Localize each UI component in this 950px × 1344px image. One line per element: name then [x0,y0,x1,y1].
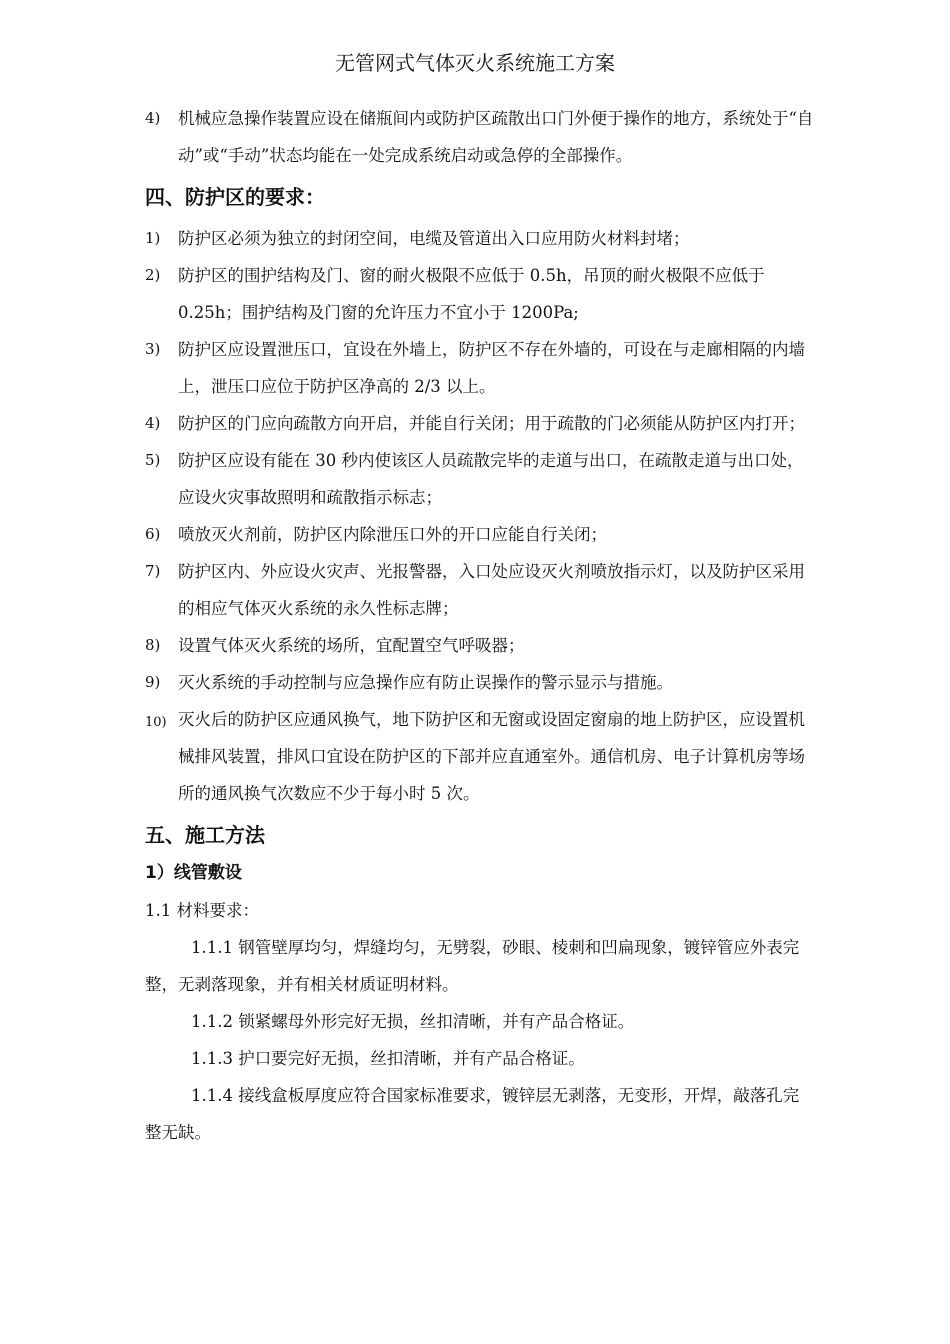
list-item [145,627,815,664]
list-item-text: 灭火系统的手动控制与应急操作应有防止误操作的警示显示与措施。 [178,673,673,692]
list-item-text: 防护区的围护结构及门、窗的耐火极限不应低于 0.5h，吊顶的耐火极限不应低于 0.25h；围护结构及门窗的允许压力不宜小于 1200Pa; [178,266,765,322]
list-item [145,220,815,257]
material-label: 1.1 材料要求： [145,901,259,920]
list-item-number: 5) [145,451,161,469]
list-item [145,701,815,812]
list-item-number: 8) [145,636,161,654]
list-item-text: 防护区的门应向疏散方向开启，并能自行关闭；用于疏散的门必须能从防护区内打开； [178,414,805,433]
list-item-number: 2) [145,266,161,284]
paragraph: 1.1.3 护口要完好无损，丝扣清晰，并有产品合格证。 [191,1049,585,1068]
list-item-number: 10) [145,715,167,730]
list-item [145,100,815,174]
list-item [145,664,815,701]
list-item-number: 9) [145,673,161,691]
list-item-number: 4) [145,109,161,127]
list-item-text: 防护区应设置泄压口，宜设在外墙上，防护区不存在外墙的，可设在与走廊相隔的内墙上，泄压口应位于防护区净高的 2/3 以上。 [178,340,805,396]
section-heading: 五、施工方法 [145,823,265,847]
sub-heading: 1）线管敷设 [145,863,242,883]
list-item-number: 7) [145,562,161,580]
list-item [145,405,815,442]
list-item-text: 防护区必须为独立的封闭空间，电缆及管道出入口应用防火材料封堵； [178,229,690,248]
paragraph: 1.1.4 接线盒板厚度应符合国家标准要求，镀锌层无剥落，无变形，开焊，敲落孔完整无缺。 [145,1086,800,1142]
list-item-text: 灭火后的防护区应通风换气，地下防护区和无窗或设固定窗扇的地上防护区，应设置机械排风装置，排风口宜设在防护区的下部并应直通室外。通信机房、电子计算机房等场所的通风换气次数应不少于每小时 5 次。 [178,710,805,803]
section-heading: 四、防护区的要求： [145,185,325,209]
list-item-text: 防护区应设有能在 30 秒内使该区人员疏散完毕的走道与出口，在疏散走道与出口处，应设火灾事故照明和疏散指示标志； [178,451,804,507]
list-item-number: 1) [145,229,161,247]
list-item [145,257,815,331]
list-item-number: 4) [145,414,161,432]
document-body [145,100,815,1151]
list-item-number: 3) [145,340,161,358]
list-item-number: 6) [145,525,161,543]
page-title: 无管网式气体灭火系统施工方案 [335,51,615,75]
list-item [145,553,815,627]
list-item-text: 设置气体灭火系统的场所，宜配置空气呼吸器； [178,636,525,655]
list-item-text: 机械应急操作装置应设在储瓶间内或防护区疏散出口门外便于操作的地方，系统处于“自动”或“手动”状态均能在一处完成系统启动或急停的全部操作。 [178,109,814,165]
list-item [145,331,815,405]
paragraph: 1.1.1 钢管壁厚均匀，焊缝均匀，无劈裂，砂眼、棱刺和凹扁现象，镀锌管应外表完整，无剥落现象，并有相关材质证明材料。 [145,938,800,994]
list-item-text: 喷放灭火剂前，防护区内除泄压口外的开口应能自行关闭； [178,525,607,544]
list-item [145,516,815,553]
paragraph: 1.1.2 锁紧螺母外形完好无损，丝扣清晰，并有产品合格证。 [191,1012,635,1031]
list-item [145,442,815,516]
list-item-text: 防护区内、外应设火灾声、光报警器，入口处应设灭火剂喷放指示灯，以及防护区采用的相应气体灭火系统的永久性标志牌； [178,562,805,618]
